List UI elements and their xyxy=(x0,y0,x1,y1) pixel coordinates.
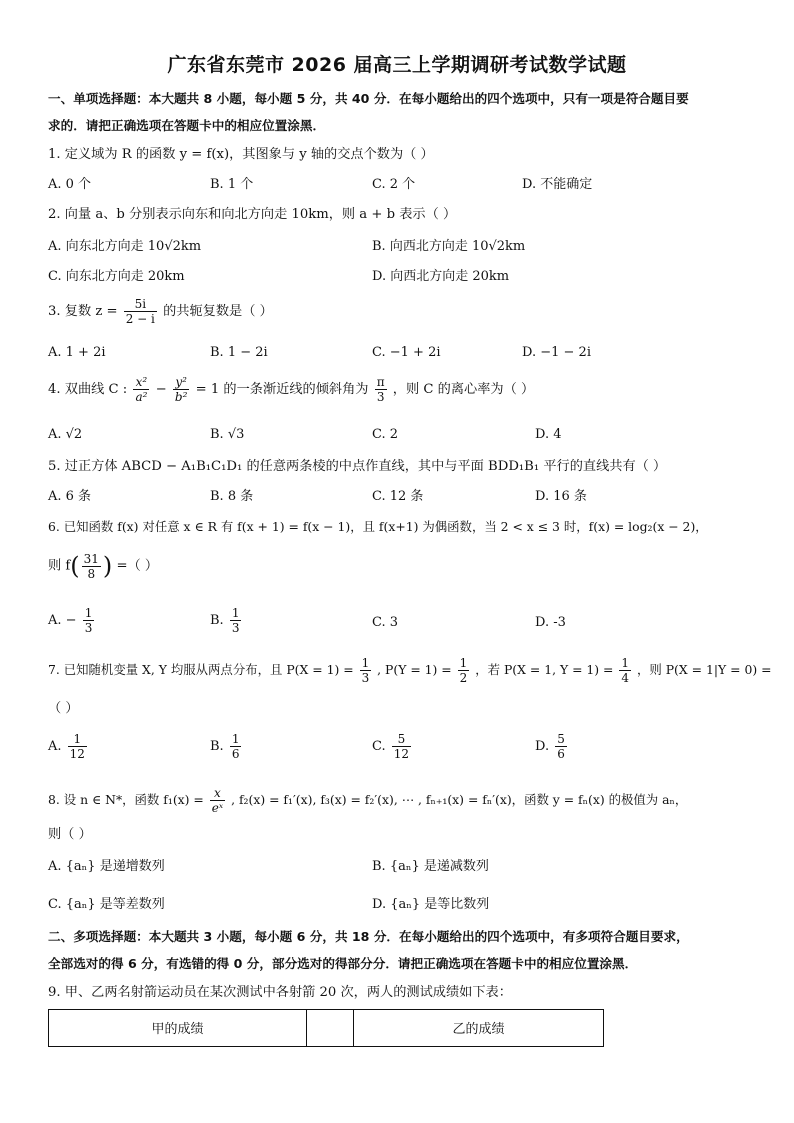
q6-line2-suffix: =（ ） xyxy=(116,558,159,574)
section1-header-line1: 一、单项选择题：本大题共 8 小题，每小题 5 分，共 40 分．在每小题给出的四个选项中，只有一项是符合题目要 xyxy=(48,91,689,106)
q6-left-paren: ( xyxy=(70,552,80,580)
q7-option-c-numerator: 5 xyxy=(392,732,411,747)
section1-header-line2: 求的．请把正确选项在答题卡中的相应位置涂黑． xyxy=(48,118,326,133)
q7-option-a xyxy=(48,730,89,764)
q1-stem: 1. 定义域为 R 的函数 y = f(x)，其图象与 y 轴的交点个数为（ ） xyxy=(48,147,434,162)
q3-option-a: A. 1 + 2i xyxy=(48,345,106,360)
q6-line2 xyxy=(48,550,158,583)
q3-stem xyxy=(48,296,273,328)
q7-option-d xyxy=(535,730,569,764)
q2-stem: 2. 向量 a、b 分别表示向东和向北方向走 10km，则 a + b 表示（ ） xyxy=(48,207,457,222)
q8-stem xyxy=(48,784,687,816)
q2-option-d: D. 向西北方向走 20km xyxy=(372,269,510,284)
q3-option-c: C. −1 + 2i xyxy=(372,345,441,360)
q7-option-c-fraction xyxy=(392,732,411,761)
section2-header-line2: 全部选对的得 6 分，有选错的得 0 分，部分选对的得部分分．请把正确选项在答题卡中的相应位置涂黑． xyxy=(48,956,638,971)
q6-option-a-fraction xyxy=(83,606,95,635)
q5-stem: 5. 过正方体 ABCD − A₁B₁C₁D₁ 的任意两条棱的中点作直线，其中与平面 BDD₁B₁ 平行的直线共有（ ） xyxy=(48,459,667,474)
score-table xyxy=(48,1009,604,1047)
q7-option-a-label: A. xyxy=(48,739,62,754)
q6-fraction-denominator: 8 xyxy=(87,566,96,581)
q6-option-a-sign: A. − xyxy=(48,613,77,628)
q7-option-b-label: B. xyxy=(210,739,224,754)
section2-header-line1: 二、多项选择题：本大题共 3 小题，每小题 6 分，共 18 分．在每小题给出的四个选项中，有多项符合题目要求， xyxy=(48,929,689,944)
q7-fraction-1 xyxy=(360,656,372,685)
q4-prefix: 4. 双曲线 C : xyxy=(48,382,128,397)
q8-line2: 则（ ） xyxy=(48,827,92,842)
q7-stem-d: ，则 P(X = 1|Y = 0) = xyxy=(637,662,772,677)
q7-stem xyxy=(48,654,772,686)
q6-right-paren: ) xyxy=(102,552,113,580)
q2-option-c: C. 向东北方向走 20km xyxy=(48,269,185,284)
q4-stem xyxy=(48,374,534,406)
q1-option-d: D. 不能确定 xyxy=(522,177,593,192)
q7-option-b xyxy=(210,730,243,764)
q1-option-a: A. 0 个 xyxy=(48,177,92,192)
exam-title: 广东省东莞市 2026 届高三上学期调研考试数学试题 xyxy=(167,54,627,76)
q7-fraction-3 xyxy=(619,656,631,685)
q7-fraction-1-denominator: 3 xyxy=(361,671,370,685)
q5-option-c: C. 12 条 xyxy=(372,489,424,504)
score-table-col-jia: 甲的成绩 xyxy=(49,1010,307,1047)
q7-option-b-numerator: 1 xyxy=(231,732,240,746)
q6-option-a-numerator: 1 xyxy=(84,606,93,620)
q4-fraction-x xyxy=(133,375,149,404)
q4-fraction-y-numerator: y² xyxy=(173,375,190,390)
q7-fraction-2 xyxy=(458,656,470,685)
q6-option-b xyxy=(210,604,243,638)
q4-fraction-y-denominator: b² xyxy=(174,390,188,404)
q6-option-a-denominator: 3 xyxy=(84,621,93,635)
q7-option-a-fraction xyxy=(68,732,87,761)
q7-option-a-numerator: 1 xyxy=(68,732,87,747)
q6-stem: 6. 已知函数 f(x) 对任意 x ∈ R 有 f(x + 1) = f(x − 1)，且 f(x+1) 为偶函数，当 2 < x ≤ 3 时，f(x) = log₂(x − 2)， xyxy=(48,519,708,534)
q6-fraction-numerator: 31 xyxy=(83,551,99,566)
q9-stem: 9. 甲、乙两名射箭运动员在某次测试中各射箭 20 次，两人的测试成绩如下表： xyxy=(48,985,512,1000)
q3-suffix: 的共轭复数是（ ） xyxy=(163,304,273,319)
q4-option-c: C. 2 xyxy=(372,427,399,442)
q4-option-b: B. √3 xyxy=(210,427,245,442)
q4-option-d: D. 4 xyxy=(535,427,562,442)
q5-option-d: D. 16 条 xyxy=(535,489,587,504)
q8-option-d: D. {aₙ} 是等比数列 xyxy=(372,897,490,912)
q7-option-c-label: C. xyxy=(372,739,386,754)
q8-option-a: A. {aₙ} 是递增数列 xyxy=(48,859,165,874)
q8-fraction xyxy=(210,786,225,815)
q3-prefix: 3. 复数 z = xyxy=(48,304,118,319)
q7-option-b-fraction xyxy=(230,732,242,761)
q7-fraction-3-denominator: 4 xyxy=(621,671,630,685)
q4-minus: − xyxy=(155,382,167,397)
q7-stem-b: , P(Y = 1) = xyxy=(377,662,452,677)
q6-option-b-numerator: 1 xyxy=(231,606,240,620)
q8-stem-b: , f₂(x) = f₁′(x), f₃(x) = f₂′(x), ⋯ , fₙ₊₁(x) = fₙ′(x)，函数 y = fₙ(x) 的极值为 aₙ， xyxy=(231,792,688,807)
q4-fraction-angle-denominator: 3 xyxy=(376,390,385,404)
q3-option-d: D. −1 − 2i xyxy=(522,345,591,360)
q7-option-c xyxy=(372,730,413,764)
q8-option-b: B. {aₙ} 是递减数列 xyxy=(372,859,489,874)
q3-option-b: B. 1 − 2i xyxy=(210,345,268,360)
q4-mid: = 1 的一条渐近线的倾斜角为 xyxy=(195,382,369,397)
q7-option-c-denominator: 12 xyxy=(393,747,410,761)
q6-option-c: C. 3 xyxy=(372,615,399,630)
q1-option-b: B. 1 个 xyxy=(210,177,254,192)
q6-option-b-fraction xyxy=(230,606,242,635)
q4-fraction-x-denominator: a² xyxy=(135,390,148,404)
q4-fraction-y xyxy=(173,375,190,404)
q7-option-d-numerator: 5 xyxy=(557,732,565,746)
q2-option-a: A. 向东北方向走 10√2km xyxy=(48,239,202,254)
score-table-col-yi: 乙的成绩 xyxy=(354,1010,604,1047)
q7-line2: （ ） xyxy=(48,701,79,716)
q6-fraction xyxy=(82,552,101,581)
q2-option-b: B. 向西北方向走 10√2km xyxy=(372,239,526,254)
q8-fraction-numerator: x xyxy=(210,786,225,801)
q7-option-d-denominator: 6 xyxy=(557,747,565,761)
q7-stem-c: ，若 P(X = 1, Y = 1) = xyxy=(475,662,614,677)
q7-option-d-label: D. xyxy=(535,739,550,754)
q8-stem-a: 8. 设 n ∈ N*，函数 f₁(x) = xyxy=(48,792,204,807)
q7-stem-a: 7. 已知随机变量 X, Y 均服从两点分布，且 P(X = 1) = xyxy=(48,662,354,677)
q4-fraction-angle-numerator: π xyxy=(376,375,385,389)
q6-line2-prefix: 则 f xyxy=(48,558,71,574)
q7-fraction-2-denominator: 2 xyxy=(459,671,468,685)
q6-option-b-denominator: 3 xyxy=(231,621,240,635)
q3-fraction xyxy=(124,297,157,326)
q7-fraction-1-numerator: 1 xyxy=(361,656,370,670)
q7-option-a-denominator: 12 xyxy=(69,747,85,761)
q6-option-b-label: B. xyxy=(210,613,224,628)
q8-fraction-denominator: eˣ xyxy=(211,801,224,815)
q1-option-c: C. 2 个 xyxy=(372,177,416,192)
q5-option-b: B. 8 条 xyxy=(210,489,254,504)
q6-option-a xyxy=(48,604,96,638)
q8-option-c: C. {aₙ} 是等差数列 xyxy=(48,897,165,912)
score-table-col-blank xyxy=(307,1010,354,1047)
q6-option-d: D. -3 xyxy=(535,615,566,630)
q5-option-a: A. 6 条 xyxy=(48,489,92,504)
q7-fraction-3-numerator: 1 xyxy=(621,656,630,670)
q3-fraction-denominator: 2 − i xyxy=(125,312,155,326)
q7-option-d-fraction xyxy=(555,732,567,761)
score-table-header-row xyxy=(49,1010,604,1047)
q3-fraction-numerator: 5i xyxy=(124,297,157,312)
q4-fraction-x-numerator: x² xyxy=(133,375,149,390)
q4-fraction-angle xyxy=(375,375,387,404)
q7-option-b-denominator: 6 xyxy=(231,747,240,761)
q7-fraction-2-numerator: 1 xyxy=(459,656,468,670)
q4-suffix: ，则 C 的离心率为（ ） xyxy=(392,382,535,397)
q4-option-a: A. √2 xyxy=(48,427,83,442)
